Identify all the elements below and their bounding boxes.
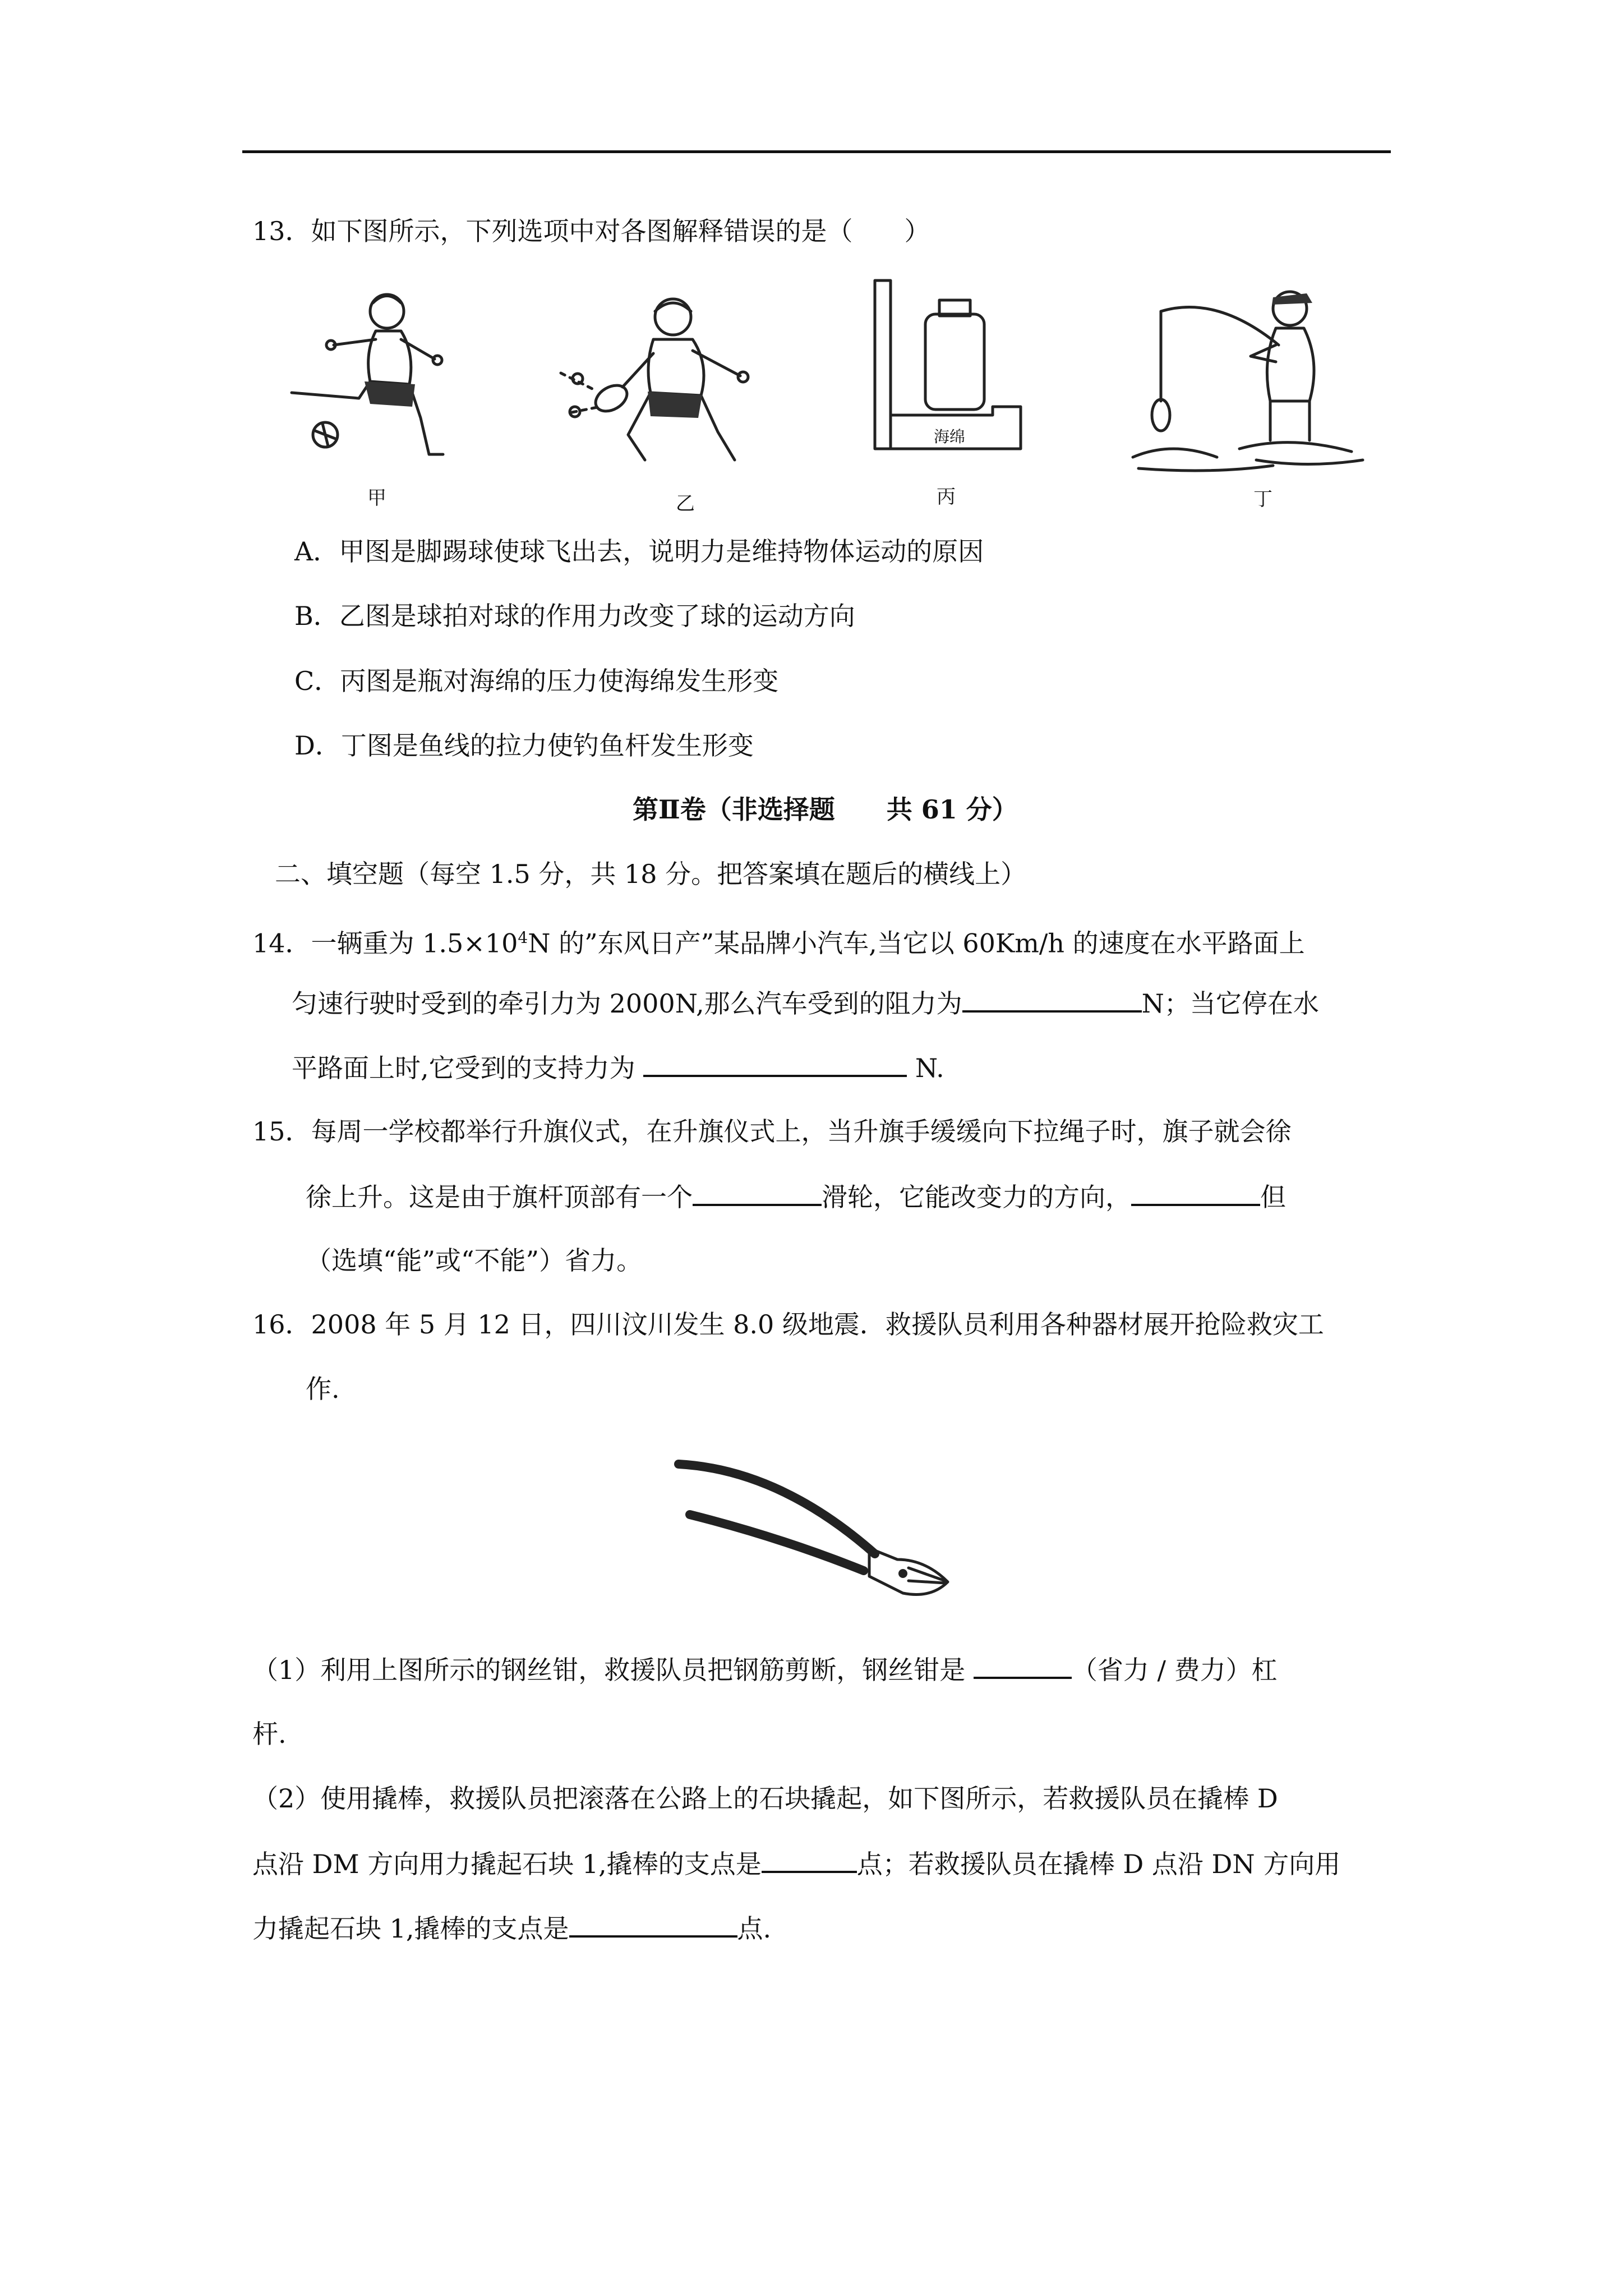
- section-2-title: 第Ⅱ卷（非选择题 共 61 分）: [633, 794, 1018, 825]
- q16-blank-fulcrum-dn[interactable]: [569, 1911, 737, 1938]
- q14-line-2: 匀速行驶时受到的牵引力为 2000N,那么汽车受到的阻力为 N；当它停在水: [292, 986, 1319, 1020]
- q16-blank-lever-type[interactable]: [974, 1652, 1072, 1679]
- figure-label-ding: 丁: [1253, 488, 1272, 510]
- q15-line-3: （选填“能”或“不能”）省力。: [306, 1245, 643, 1276]
- q13-option-c: C．丙图是瓶对海绵的压力使海绵发生形变: [294, 666, 779, 696]
- q16-part-2-line-1: （2）使用撬棒，救援队员把滚落在公路上的石块撬起，如下图所示，若救援队员在撬棒 D: [252, 1783, 1278, 1814]
- figure-jia-kick-ball: [280, 286, 482, 471]
- q16-blank-fulcrum-dm[interactable]: [762, 1846, 857, 1873]
- q13-option-d: D．丁图是鱼线的拉力使钓鱼杆发生形变: [294, 730, 754, 761]
- q15-blank-save-force[interactable]: [1131, 1179, 1260, 1206]
- q14-line-1: 14．一辆重为 $1.5\times 10^4N$ 的”东风日产”某品牌小汽车,当它以 60Km/h 的速度在水平路面上: [252, 928, 1305, 959]
- q13-option-a: A．甲图是脚踢球使球飞出去，说明力是维持物体运动的原因: [294, 536, 984, 567]
- q14-blank-resistance[interactable]: [962, 986, 1142, 1013]
- q15-line-2: 徐上升。这是由于旗杆顶部有一个 滑轮，它能改变力的方向， 但: [306, 1179, 1286, 1214]
- q13-stem: 13．如下图所示，下列选项中对各图解释错误的是（ ）: [252, 216, 930, 246]
- q15-line-1: 15．每周一学校都举行升旗仪式，在升旗仪式上，当升旗手缓缓向下拉绳子时，旗子就会徐: [252, 1116, 1292, 1147]
- figure-label-bing: 丙: [937, 486, 956, 508]
- q14-line-3: 平路面上时,它受到的支持力为 N.: [292, 1050, 944, 1085]
- q16-part-2-line-2: 点沿 DM 方向用力撬起石块 1,撬棒的支点是 点；若救援队员在撬棒 D 点沿 DN 方向用: [252, 1846, 1340, 1881]
- q16-part-1-line-2: 杆.: [252, 1719, 287, 1749]
- header-rule: [242, 150, 1391, 153]
- q13-option-b: B．乙图是球拍对球的作用力改变了球的运动方向: [294, 601, 855, 631]
- figure-yi-tennis: [555, 292, 768, 477]
- figure-ding-fishing: [1127, 272, 1374, 485]
- q16-part-2-line-3: 力撬起石块 1,撬棒的支点是 点.: [252, 1911, 771, 1945]
- q15-blank-pulley[interactable]: [693, 1179, 822, 1206]
- q14-blank-support[interactable]: [643, 1050, 907, 1077]
- q16-part-1-line-1: （1）利用上图所示的钢丝钳，救援队员把钢筋剪断，钢丝钳是 （省力 / 费力）杠: [252, 1652, 1278, 1687]
- q16-line-2: 作.: [306, 1374, 340, 1404]
- figure-label-jia: 甲: [367, 487, 386, 509]
- figure-label-yi: 乙: [676, 493, 695, 515]
- sponge-label: 海绵: [934, 427, 966, 446]
- q16-line-1: 16．2008 年 5 月 12 日，四川汶川发生 8.0 级地震．救援队员利用各种器材展开抢险救灾工: [252, 1309, 1324, 1340]
- figure-wire-cutters: [667, 1453, 981, 1610]
- section-2-heading: 二、填空题（每空 1.5 分，共 18 分。把答案填在题后的横线上）: [275, 859, 1027, 889]
